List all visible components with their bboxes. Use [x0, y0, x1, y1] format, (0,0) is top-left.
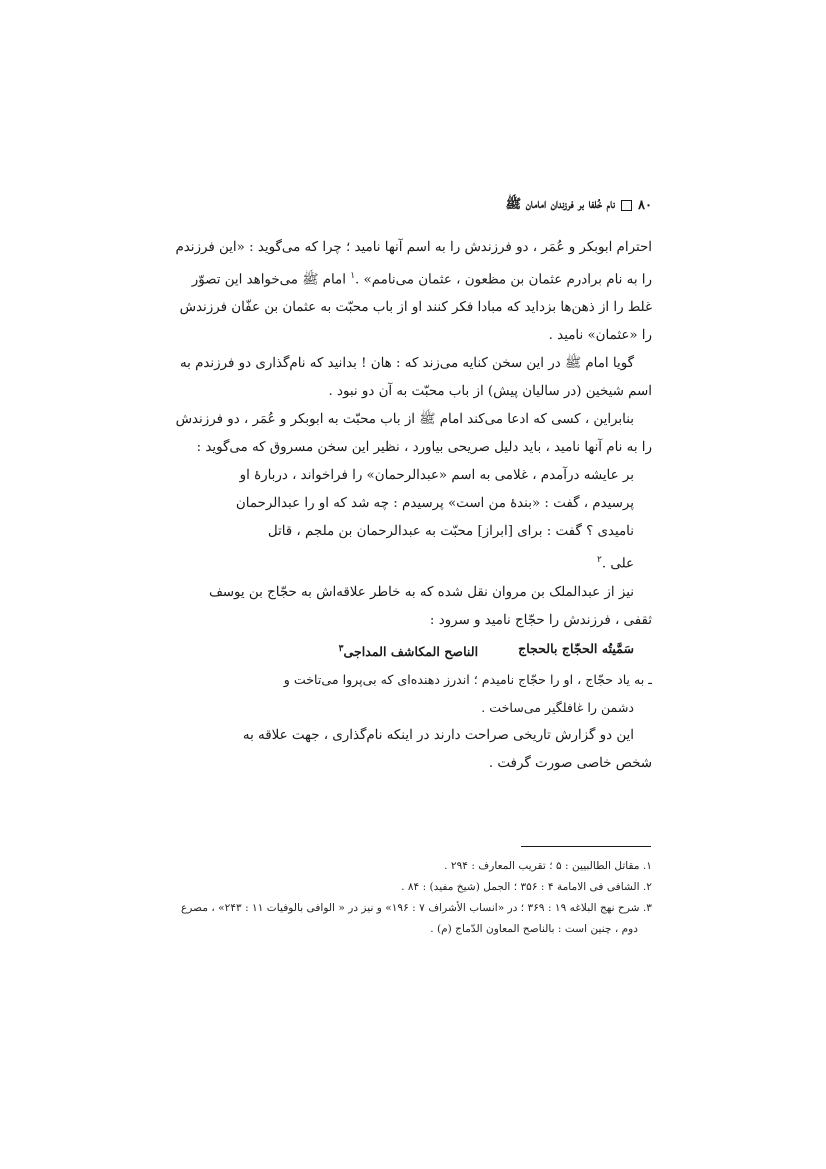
page-number: ۸۰	[638, 198, 652, 213]
main-text	[172, 234, 652, 778]
footnote-divider	[521, 846, 651, 847]
quote-line: بر عایشه درآمدم ، غلامی به اسم «عبدالرحمان» را فراخواند ، دربارهٔ او	[239, 468, 634, 484]
footnote-ref: ۱	[350, 271, 356, 281]
quote-line: پرسیدم ، گفت : «بندهٔ من است» پرسیدم : چه شد که او را عبدالرحمان	[235, 496, 634, 512]
footnote-ref: ۳	[338, 643, 344, 654]
footnote: ۲. الشافی فی الامامة ۴ : ۳۵۶ ؛ الجمل (شیخ مفید) : ۸۴ .	[401, 881, 652, 893]
translation-line: دشمن را غافلگیر می‌ساخت .	[481, 700, 634, 716]
footnote-continuation: دوم ، چنین است : بالناصح المعاون الدّماج (م) .	[430, 923, 638, 935]
text-line: بنابراین ، کسی که ادعا می‌کند امام ﷺ از باب محبّت به ابوبکر و عُمَر ، دو فرزندش	[175, 412, 634, 428]
text-line: شخص خاصی صورت گرفت .	[488, 756, 652, 772]
text-line: اسم شیخین (در سالیان پیش) از باب محبّت به آن دو نبود .	[328, 384, 652, 400]
text-line: ثقفی ، فرزندش را حجّاج نامید و سرود :	[429, 612, 652, 628]
square-ornament-icon	[621, 200, 632, 211]
quote-line: نامیدی ؟ گفت : برای [ابراز] محبّت به عبدالرحمان بن ملجم ، قاتل	[267, 524, 634, 540]
chapter-title: نام خُلفا بر فرزندان امامان ﷺ	[505, 197, 616, 212]
text-line: این دو گزارش تاریخی صراحت دارند در اینکه نام‌گذاری ، جهت علاقه به	[242, 728, 634, 744]
footnote: ۱. مقاتل الطالبیین : ۵ ؛ تقریب المعارف : ۲۹۴ .	[444, 860, 652, 872]
text-line: احترام ابوبکر و عُمَر ، دو فرزندش را به اسم آنها نامید ؛ چرا که می‌گوید : «این فرزندم	[175, 240, 652, 255]
footnote: ۳. شرح نهج البلاغه ۱۹ : ۳۶۹ ؛ در «انساب الأشراف ۷ : ۱۹۶» و نیز در « الوافی بالوفیات ۱۱ : ۲۴۳» ، مصرع	[180, 902, 652, 914]
text-line: را به نام آنها نامید ، باید دلیل صریحی بیاورد ، نظیر این سخن مسروق که می‌گوید :	[196, 440, 652, 456]
text-line: گویا امام ﷺ در این سخن کنایه می‌زند که : هان ! بدانید که نام‌گذاری دو فرزندم به	[179, 356, 634, 372]
verse-hemistich-1: سَمَّیتُه الحجّاج بالحجاج	[518, 640, 634, 656]
footnotes	[172, 856, 652, 940]
quote-line: علی .$^۲$	[597, 555, 634, 572]
poem-verse	[172, 635, 652, 666]
text-line: را به نام برادرم عثمان بن مظعون ، عثمان می‌نامم» .$^۱$ امام ﷺ می‌خواهد این تصوّر	[191, 271, 652, 288]
translation-line: ـ به یاد حجّاج ، او را حجّاج نامیدم ؛ اندرز دهنده‌ای که بی‌پروا می‌تاخت و	[283, 672, 652, 688]
text-line: غلط را از ذهن‌ها بزداید که مبادا فکر کنند او از باب محبّت به عثمان بن عفّان فرزندش	[179, 300, 652, 316]
text-line: را «عثمان» نامید .	[548, 328, 652, 344]
verse-hemistich-2: الناصح المکاشف المداجی$^۳$	[338, 643, 479, 660]
footnote-ref: ۲	[597, 555, 602, 566]
text-line: نیز از عبدالملک بن مروان نقل شده که به خاطر علاقه‌اش به حجّاج بن یوسف	[208, 584, 634, 600]
running-header	[506, 196, 653, 215]
